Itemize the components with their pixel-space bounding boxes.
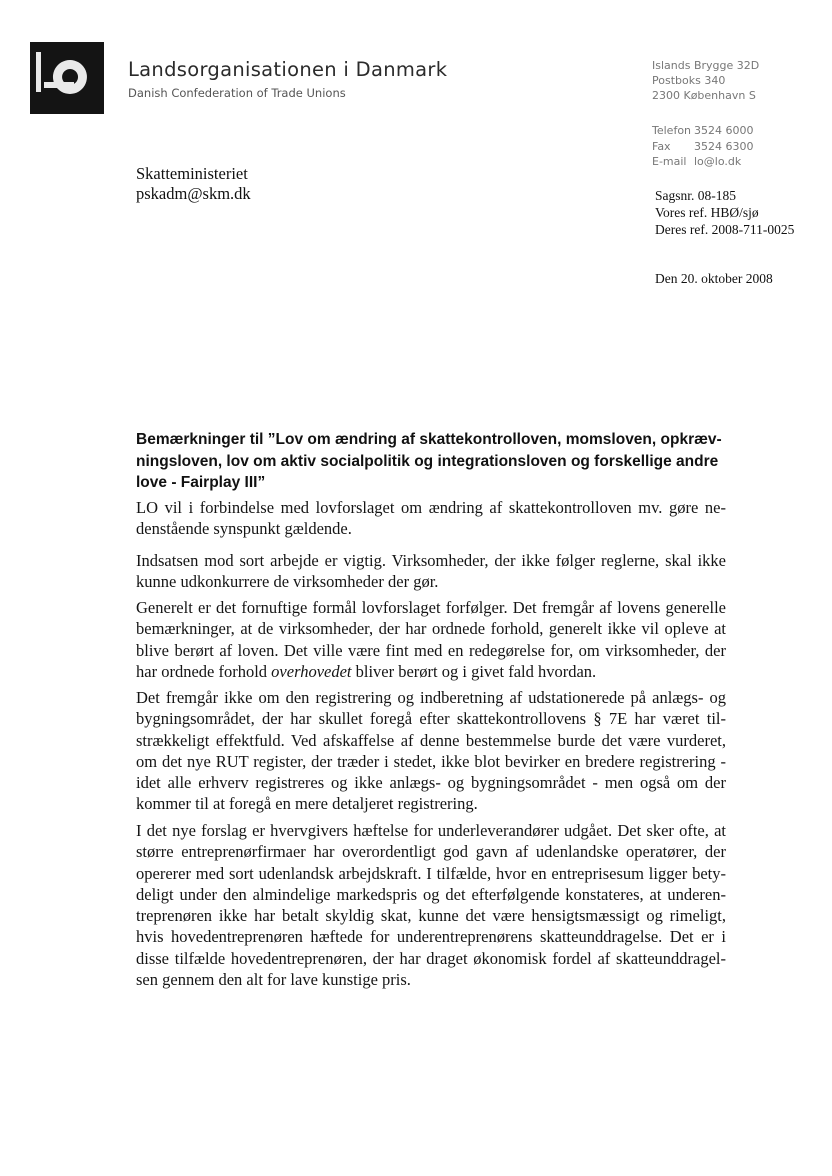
- heading-line: ningsloven, lov om aktiv socialpolitik og integrationsloven og forskellige andre: [136, 452, 719, 470]
- lo-logo: [30, 42, 104, 114]
- paragraph-5: [136, 820, 726, 990]
- address-line: Postboks 340: [652, 74, 726, 87]
- paragraph-line: I det nye forslag er hvervgivers hæftelse for underleverandører udgået. Det sker ofte, at: [136, 821, 726, 840]
- contact-value: lo@lo.dk: [694, 155, 742, 168]
- paragraph-line: Det fremgår ikke om den registrering og indberetning af udstationerede på anlægs- og: [136, 688, 726, 707]
- paragraph-line: bygningsområdet, der har skullet foregå efter skattekontrollovens § 7E har været til-: [136, 709, 726, 729]
- paragraph-line: strækkeligt effektfuld. Ved afskaffelse af denne bestemmelse burde det være vurderet,: [136, 730, 726, 750]
- reference-block: [655, 187, 794, 238]
- sender-contact: [652, 123, 754, 170]
- paragraph-line: bemærkninger, at de virksomheder, der har ordnede forhold, generelt ikke vil opleve at: [136, 619, 726, 639]
- paragraph-line: denstående synspunkt gældende.: [136, 519, 352, 539]
- paragraph-line: treprenøren ikke har betalt skyldig skat, kunne det være hensigtsmæssigt og rimeligt,: [136, 906, 726, 926]
- contact-email: [652, 154, 754, 170]
- paragraph-line: Generelt er det fornuftige formål lovforslaget forfølger. Det fremgår af lovens generelle: [136, 598, 726, 617]
- organisation-name: Landsorganisationen i Danmark: [128, 58, 448, 81]
- paragraph-1: [136, 497, 726, 540]
- recipient-email: pskadm@skm.dk: [136, 184, 251, 203]
- paragraph-line: Indsatsen mod sort arbejde er vigtig. Virksomheder, der ikke følger reglerne, skal ikke: [136, 551, 726, 570]
- paragraph-line: kommer til at foregå en mere detaljeret registrering.: [136, 794, 478, 814]
- contact-label: Fax: [652, 139, 671, 153]
- recipient-block: [136, 164, 251, 204]
- address-line: 2300 København S: [652, 89, 756, 102]
- recipient-name: Skatteministeriet: [136, 164, 248, 183]
- organisation-subtitle: Danish Confederation of Trade Unions: [128, 86, 346, 100]
- paragraph-3: [136, 597, 726, 682]
- contact-phone: [652, 123, 754, 139]
- paragraph-2: [136, 550, 726, 593]
- our-reference: Vores ref. HBØ/sjø: [655, 205, 759, 220]
- paragraph-line: LO vil i forbindelse med lovforslaget om ændring af skattekontrolloven mv. gøre ne-: [136, 498, 726, 517]
- paragraph-line: om det nye RUT register, der træder i stedet, ikke blot bevirker en bredere registrering -: [136, 751, 726, 771]
- letter-date: Den 20. oktober 2008: [655, 271, 773, 286]
- contact-label: Telefon: [652, 124, 692, 137]
- letter-heading: [136, 429, 736, 494]
- address-line: Islands Brygge 32D: [652, 59, 760, 72]
- lo-logo-mark: [30, 42, 104, 114]
- contact-fax: [652, 139, 754, 155]
- text-run: bliver berørt og i givet fald hvordan.: [351, 661, 597, 681]
- paragraph-line: hvis hovedentreprenøren hæftede for underentreprenørens skatteunddragelse. Det er i: [136, 927, 726, 947]
- paragraph-line: idet alle erhverv registreres og ikke anlægs- og bygningsområdet - men også om der: [136, 773, 726, 793]
- text-run: har ordnede forhold: [136, 661, 272, 681]
- paragraph-line: kunne udkonkurrere de virksomheder der gør.: [136, 572, 439, 592]
- emphasis-text: overhovedet: [271, 661, 352, 681]
- paragraph-line: opererer med sort udenlandsk arbejdskraft. I tilfælde, hvor en entreprisesum ligger bety-: [136, 863, 726, 883]
- paragraph-line: [136, 661, 726, 682]
- heading-line: Bemærkninger til ”Lov om ændring af skattekontrolloven, momsloven, opkræv-: [136, 431, 722, 448]
- contact-label: E-mail: [652, 155, 687, 168]
- heading-line: love - Fairplay III”: [136, 474, 266, 491]
- paragraph-4: [136, 687, 726, 815]
- contact-value: 3524 6000: [694, 124, 754, 137]
- paragraph-line: sen gennem den alt for lave kunstige pris.: [136, 970, 411, 990]
- your-reference: Deres ref. 2008-711-0025: [655, 222, 795, 237]
- case-number: Sagsnr. 08-185: [655, 188, 736, 203]
- paragraph-line: større entreprenørfirmaer har overordentligt god gavn af udenlandske operatører, der: [136, 842, 726, 862]
- paragraph-line: disse tilfælde hovedentreprenøren, der har draget økonomisk fordel af skatteunddragel-: [136, 948, 726, 968]
- paragraph-line: deligt under den almindelige markedspris og det efterfølgende konstateres, at underen-: [136, 884, 726, 904]
- sender-address: [652, 58, 759, 103]
- contact-value: 3524 6300: [694, 139, 754, 153]
- paragraph-line: blive berørt af loven. Det ville være fint med en redegørelse for, om virksomheder, der: [136, 640, 726, 660]
